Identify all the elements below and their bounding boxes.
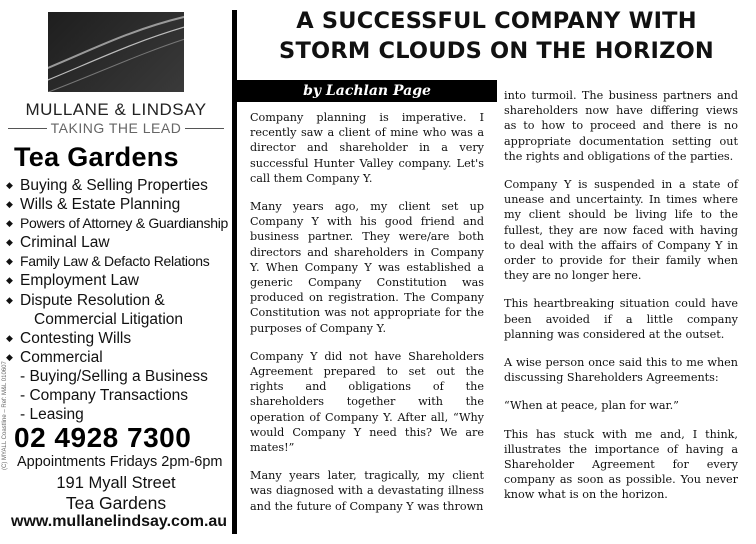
diamond-bullet-icon: ◆ [6,199,13,210]
service-subitem: - Company Transactions [20,387,188,405]
diamond-bullet-icon: ◆ [6,294,13,305]
diamond-bullet-icon: ◆ [6,332,13,343]
service-item: ◆ Family Law & Defacto Relations [6,253,210,270]
paragraph: Many years ago, my client set up Company Y with his good friend and business partner. They were/are both directors and shareholders in Company Y. When Company Y was established a generic Company Constitution was produced on registration. The Company Constitution was not appropriate for the purposes of Company Y. [250,200,484,335]
paragraph: A wise person once said this to me when discussing Shareholders Agreements: [504,356,738,385]
paragraph: This has stuck with me and, I think, illustrates the importance of having a Shareholder Agreement for every company as soon as possible. You never know what is on the horizon. [504,427,738,502]
paragraph: Company planning is imperative. I recently saw a client of mine who was a director and shareholder in a very successful Hunter Valley company. Let's call them Company Y. [250,111,484,185]
ad-credit: (C) MYALL Coastline – Ref: M&L 010607 [2,361,8,470]
service-item-continuation: Commercial Litigation [34,310,184,328]
diamond-bullet-icon: ◆ [6,351,13,362]
diamond-bullet-icon: ◆ [6,275,13,286]
paragraph: Company Y did not have Shareholders Agreement prepared to set out the rights and obligations of the shareholders together with the operation of Company Y. After all, “Why would Company Y need this? We are mates!” [250,349,484,455]
article-headline [237,6,756,66]
tagline-rule-right [185,128,224,129]
logo-mark [48,12,184,92]
service-item: ◆ Commercial [6,348,103,366]
tagline: TAKING THE LEAD [50,120,182,136]
paragraph: Many years later, tragically, my client was diagnosed with a devastating illness and the future of Company Y was thrown [250,469,484,513]
service-item: ◆ Buying & Selling Properties [6,177,208,194]
appointment-hours: Appointments Fridays 2pm-6pm [17,454,223,470]
byline: by Lachlan Page [237,80,497,102]
diamond-bullet-icon: ◆ [6,180,13,190]
tagline-rule-left [8,128,47,129]
diamond-bullet-icon: ◆ [6,218,13,229]
street-address: 191 Myall Street [56,474,176,492]
headline-line-1: A SUCCESSFUL COMPANY WITH [296,8,697,34]
law-firm-ad [0,0,232,544]
service-item: ◆ Wills & Estate Planning [6,196,181,214]
address-town: Tea Gardens [65,493,167,513]
diamond-bullet-icon: ◆ [6,237,13,248]
service-subitem: - Buying/Selling a Business [20,367,208,385]
service-item: ◆ Contesting Wills [6,329,132,347]
phone-number: 02 4928 7300 [14,422,192,453]
paragraph: This heartbreaking situation could have been avoided if a little company planning was considered at the outset. [504,297,738,341]
tagline-row [8,120,224,136]
service-item: ◆ Dispute Resolution & [6,291,165,309]
website-url: www.mullanelindsay.com.au [11,513,228,530]
diamond-bullet-icon: ◆ [6,256,13,267]
town-title: Tea Gardens [14,142,179,172]
article-column-2 [504,88,738,516]
service-item: ◆ Powers of Attorney & Guardianship [6,215,228,232]
paragraph: Company Y is suspended in a state of unease and uncertainty. In times where my client should be living life to the fullest, they are now faced with having to deal with the affairs of Company Y in order to provide for their family when they are no longer here. [504,178,738,283]
paragraph: “When at peace, plan for war.” [504,399,679,413]
article-column-1 [250,110,484,527]
paragraph: into turmoil. The business partners and shareholders now have differing views as to how to proceed and there is no appropriate documentation setting out the rights and obligations of the parties. [504,89,738,163]
service-item: ◆ Employment Law [6,272,139,290]
headline-line-2: STORM CLOUDS ON THE HORIZON [279,38,714,64]
service-subitem: - Leasing [20,406,84,424]
services-list [6,176,230,424]
service-item: ◆ Criminal Law [6,234,110,252]
brand-name: MULLANE & LINDSAY [25,100,207,119]
